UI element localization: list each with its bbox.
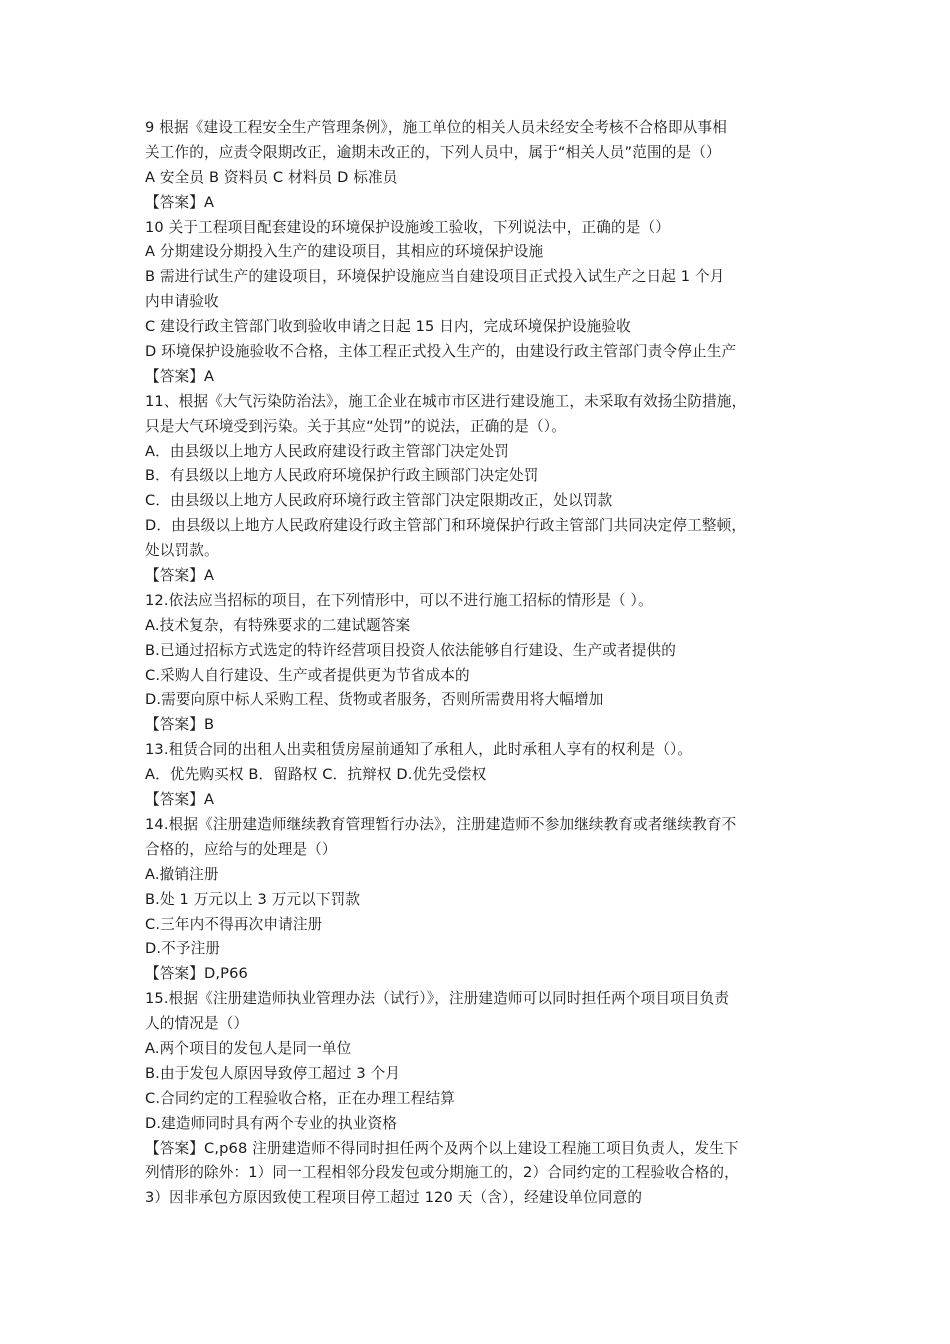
text-line: C.采购人自行建设、生产或者提供更为节省成本的 [145,666,470,684]
text-line: 只是大气环境受到污染。关于其应“处罚”的说法，正确的是（）。 [145,417,566,435]
answer-line: 【答案】A [145,791,215,809]
text-line: B.已通过招标方式选定的特许经营项目投资人依法能够自行建设、生产或者提供的 [145,641,676,659]
text-line: 人的情况是（） [145,1015,249,1033]
text-line: B.由于发包人原因导致停工超过 3 个月 [145,1064,401,1082]
text-line: 14.根据《注册建造师继续教育管理暂行办法》，注册建造师不参加继续教育或者继续教育不 [145,815,737,833]
text-line: 13.租赁合同的出租人出卖租赁房屋前通知了承租人，此时承租人享有的权利是（）。 [145,741,693,759]
answer-line: 【答案】A [145,367,215,385]
text-line: A 分期建设分期投入生产的建设项目，其相应的环境保护设施 [145,243,544,261]
text-line: A．由县级以上地方人民政府建设行政主管部门决定处罚 [145,442,509,460]
text-line: A.两个项目的发包人是同一单位 [145,1039,352,1057]
text-line: B.处 1 万元以上 3 万元以下罚款 [145,890,361,908]
document-body [145,116,815,1211]
text-line: 10 关于工程项目配套建设的环境保护设施竣工验收，下列说法中，正确的是（） [145,218,670,236]
text-line: 合格的，应给与的处理是（） [145,840,337,858]
text-line: D．由县级以上地方人民政府建设行政主管部门和环境保护行政主管部门共同决定停工整顿， [145,517,747,535]
text-line: C.三年内不得再次申请注册 [145,915,323,933]
text-line: 关工作的，应责令限期改正，逾期未改正的，下列人员中，属于“相关人员”范围的是（） [145,143,721,161]
text-line: C．由县级以上地方人民政府环境行政主管部门决定限期改正，处以罚款 [145,492,613,510]
answer-line: 【答案】D,P66 [145,965,248,983]
answer-line: 【答案】C,p68 注册建造师不得同时担任两个及两个以上建设工程施工项目负责人，发生下 [145,1139,739,1157]
text-line: D 环境保护设施验收不合格，主体工程正式投入生产的，由建设行政主管部门责令停止生产 [145,343,737,361]
text-line: A 安全员 B 资料员 C 材料员 D 标准员 [145,168,398,186]
answer-line: 【答案】A [145,193,215,211]
text-line: 列情形的除外：1）同一工程相邻分段发包或分期施工的，2）合同约定的工程验收合格的， [145,1164,739,1182]
answer-line: 【答案】B [145,716,215,734]
text-line: D.建造师同时具有两个专业的执业资格 [145,1114,398,1132]
text-line: A.技术复杂，有特殊要求的二建试题答案 [145,616,411,634]
text-line: 3）因非承包方原因致使工程项目停工超过 120 天（含），经建设单位同意的 [145,1189,643,1207]
text-line: 处以罚款。 [145,542,219,560]
text-line: D.不予注册 [145,940,221,958]
text-line: C 建设行政主管部门收到验收申请之日起 15 日内，完成环境保护设施验收 [145,318,631,336]
text-line: 15.根据《注册建造师执业管理办法（试行）》，注册建造师可以同时担任两个项目项目负责 [145,990,730,1008]
text-line: 12.依法应当招标的项目，在下列情形中，可以不进行施工招标的情形是（ ）。 [145,591,653,609]
text-line: 11、根据《大气污染防治法》，施工企业在城市市区进行建设施工，未采取有效扬尘防措施， [145,392,747,410]
text-line: D.需要向原中标人采购工程、货物或者服务，否则所需费用将大幅增加 [145,691,604,709]
text-line: C.合同约定的工程验收合格，正在办理工程结算 [145,1089,456,1107]
text-line: 9 根据《建设工程安全生产管理条例》，施工单位的相关人员未经安全考核不合格即从事相 [145,119,727,136]
text-line: 内申请验收 [145,293,219,311]
text-line: B 需进行试生产的建设项目，环境保护设施应当自建设项目正式投入试生产之日起 1 个月 [145,268,725,286]
text-line: B．有县级以上地方人民政府环境保护行政主顾部门决定处罚 [145,467,539,485]
text-line: A．优先购买权 B．留路权 C．抗辩权 D.优先受偿权 [145,766,487,784]
answer-line: 【答案】A [145,567,215,585]
text-line: A.撤销注册 [145,865,219,883]
